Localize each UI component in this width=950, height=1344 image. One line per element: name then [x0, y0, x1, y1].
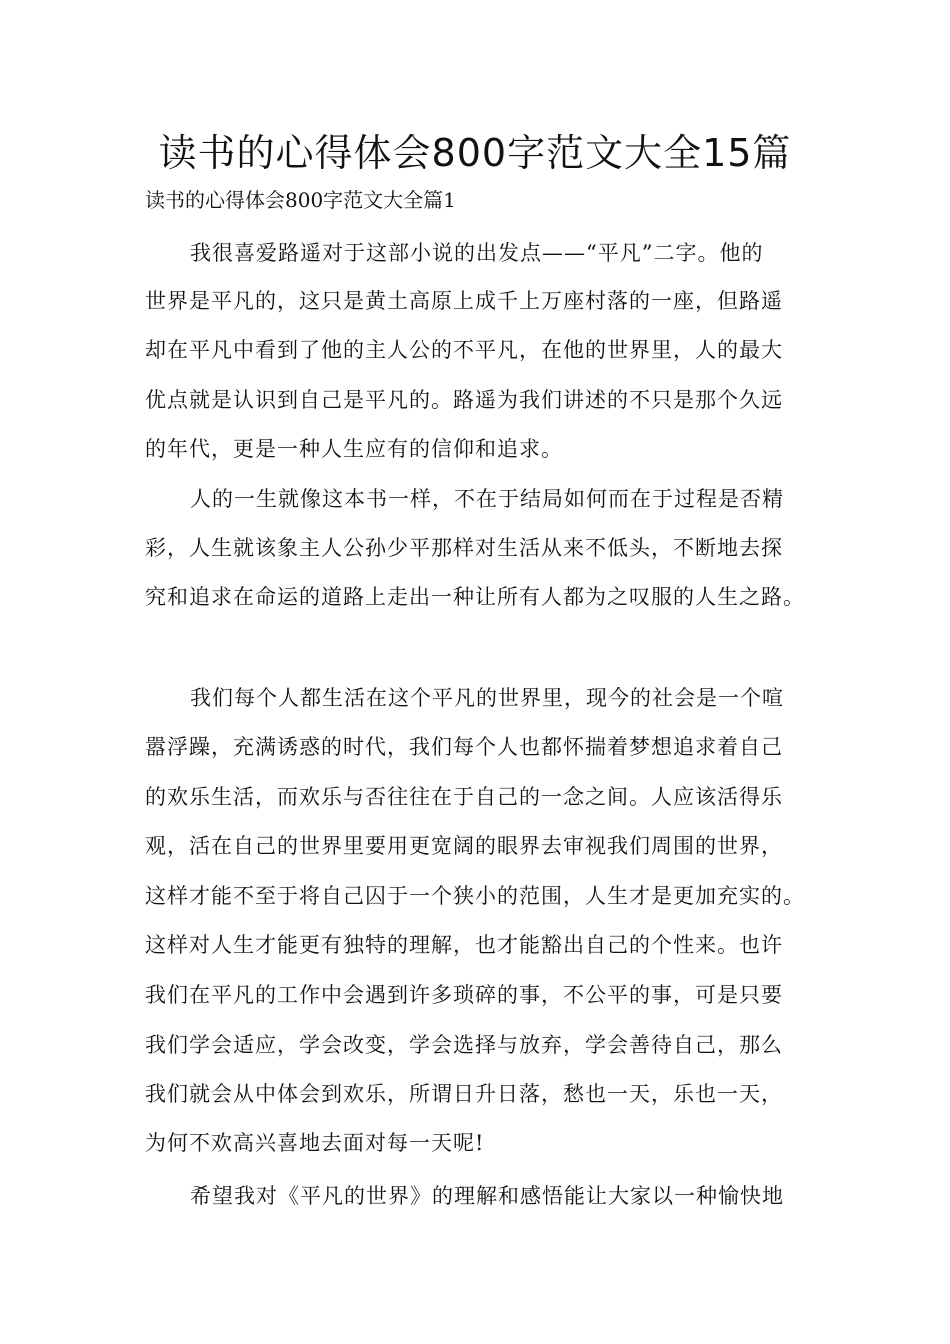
paragraph-line: 彩，人生就该象主人公孙少平那样对生活从来不低头，不断地去探 [145, 536, 783, 560]
paragraph-line: 的欢乐生活，而欢乐与否往往在于自己的一念之间。人应该活得乐 [145, 785, 783, 809]
paragraph-line: 究和追求在命运的道路上走出一种让所有人都为之叹服的人生之路。 [145, 585, 805, 609]
paragraph-line: 我们每个人都生活在这个平凡的世界里，现今的社会是一个喧 [190, 686, 784, 710]
paragraph-line: 我们学会适应，学会改变，学会选择与放弃，学会善待自己，那么 [145, 1033, 783, 1057]
paragraph-line: 这样对人生才能更有独特的理解，也才能豁出自己的个性来。也许 [145, 933, 783, 957]
paragraph-line: 却在平凡中看到了他的主人公的不平凡，在他的世界里，人的最大 [145, 338, 783, 362]
paragraph-line: 我们在平凡的工作中会遇到许多琐碎的事，不公平的事，可是只要 [145, 983, 783, 1007]
section-heading: 读书的心得体会800字范文大全篇1 [145, 188, 456, 212]
paragraph-line: 为何不欢高兴喜地去面对每一天呢! [145, 1131, 485, 1155]
paragraph-line: 人的一生就像这本书一样，不在于结局如何而在于过程是否精 [190, 487, 784, 511]
paragraph-line: 希望我对《平凡的世界》的理解和感悟能让大家以一种愉快地 [190, 1184, 784, 1208]
document-title: 读书的心得体会800字范文大全15篇 [158, 131, 792, 175]
paragraph-line: 这样才能不至于将自己囚于一个狭小的范围，人生才是更加充实的。 [145, 884, 805, 908]
paragraph-line: 世界是平凡的，这只是黄土高原上成千上万座村落的一座，但路遥 [145, 289, 783, 313]
paragraph-line: 观，活在自己的世界里要用更宽阔的眼界去审视我们周围的世界， [145, 834, 783, 858]
paragraph-line: 嚣浮躁，充满诱惑的时代，我们每个人也都怀揣着梦想追求着自己 [145, 735, 783, 759]
paragraph-line: 我很喜爱路遥对于这部小说的出发点——“平凡”二字。他的 [190, 241, 764, 265]
paragraph-line: 的年代，更是一种人生应有的信仰和追求。 [145, 437, 563, 461]
paragraph-line: 优点就是认识到自己是平凡的。路遥为我们讲述的不只是那个久远 [145, 388, 783, 412]
paragraph-line: 我们就会从中体会到欢乐，所谓日升日落，愁也一天，乐也一天， [145, 1082, 783, 1106]
